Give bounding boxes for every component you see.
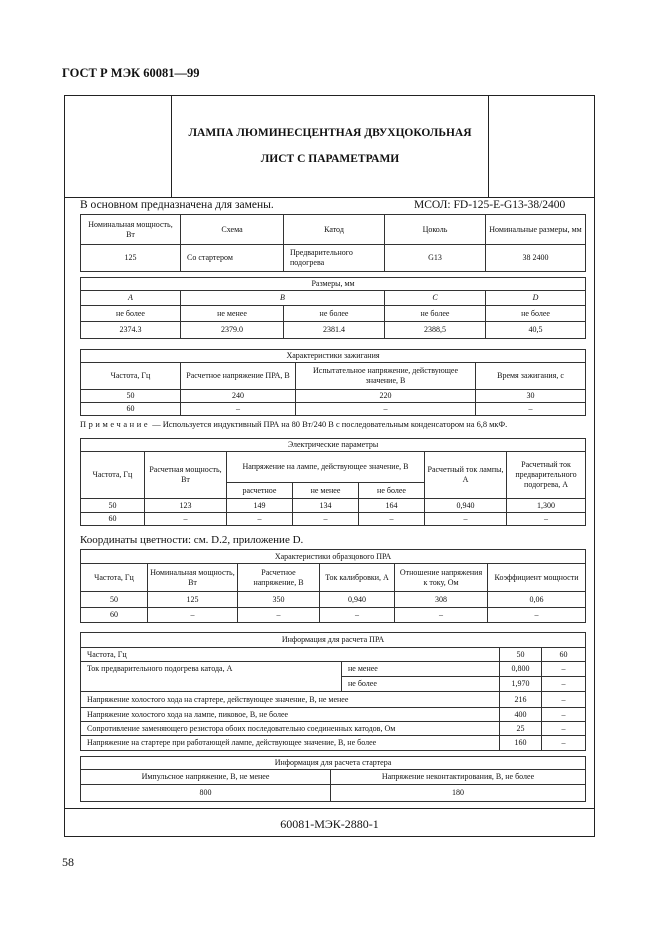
value-cell: – [181,403,296,416]
dim-letter: D [486,291,586,306]
value-cell: 240 [181,390,296,403]
reference-ballast-table [80,549,586,623]
replacement-text: В основном предназначена для замены. [80,199,274,211]
header-cell: Номинальная мощность, Вт [81,215,181,245]
value-cell: – [488,608,586,623]
value-cell: – [395,608,488,623]
value-cell: 50 [81,390,181,403]
table-caption: Характеристики зажигания [81,350,586,363]
value-cell: G13 [385,245,486,272]
dim-value: 2381.4 [284,322,385,339]
header-cell: Частота, Гц [81,452,145,499]
value-cell: – [542,708,586,722]
header-cell: Схема [181,215,284,245]
note-label: Примечание [80,420,151,429]
header-cell: Испытательное напряжение, действующее значение, В [296,363,476,390]
value-cell: 38 2400 [486,245,586,272]
value-cell: 1,300 [507,499,586,513]
value-cell: – [542,692,586,708]
value-cell: 0,06 [488,592,586,608]
header-cell: Напряжение неконтактирования, В, не более [331,770,586,785]
row-label: Напряжение на стартере при работающей лампе, действующее значение, В, не более [81,736,500,751]
dim-value: 2379.0 [181,322,284,339]
dim-letter: B [181,291,385,306]
header-cell: Напряжение на лампе, действующее значение, В [227,452,425,483]
document-header: ГОСТ Р МЭК 60081—99 [62,66,200,80]
value-cell: – [542,736,586,751]
main-parameters-table [80,214,586,272]
dim-letter: C [385,291,486,306]
value-cell: – [542,677,586,692]
header-cell: Расчетная мощность, Вт [145,452,227,499]
ballast-design-info-table [80,632,586,751]
header-cell: не менее [293,483,359,499]
value-cell: – [542,662,586,677]
value-cell: 350 [238,592,320,608]
table-caption: Характеристики образцового ПРА [81,550,586,564]
header-cell: Отношение напряжения к току, Ом [395,564,488,592]
row-label: Сопротивление заменяющего резистора обоих последовательно соединенных катодов, Ом [81,722,500,736]
value-cell: 0,940 [320,592,395,608]
value-cell: – [293,513,359,526]
value-cell: 180 [331,785,586,802]
ignition-table [80,349,586,416]
header-cell: Импульсное напряжение, В, не менее [81,770,331,785]
header-cell: расчетное [227,483,293,499]
header-cell: Частота, Гц [81,363,181,390]
header-cell: Расчетный ток лампы, А [425,452,507,499]
value-cell: 1,970 [500,677,542,692]
header-cell: Номинальные размеры, мм [486,215,586,245]
header-cell: Время зажигания, с [476,363,586,390]
value-cell: 30 [476,390,586,403]
value-cell: 50 [81,499,145,513]
value-cell: – [145,513,227,526]
dim-limit: не более [385,306,486,322]
sheet-number: 60081-МЭК-2880-1 [280,817,379,831]
value-cell: 123 [145,499,227,513]
table-caption: Информация для расчета ПРА [81,633,586,648]
note-text: — Используется индуктивный ПРА на 80 Вт/240 В с последовательным конденсатором на 6,8 мкФ. [152,420,508,429]
value-cell: 60 [81,513,145,526]
table-caption: Информация для расчета стартера [81,757,586,770]
chromaticity-coordinates: Координаты цветности: см. D.2, приложение D. [80,534,304,546]
note [80,420,585,429]
value-cell: – [148,608,238,623]
value-cell: 50 [500,648,542,662]
value-cell: 60 [81,608,148,623]
dim-limit: не более [486,306,586,322]
value-cell: 60 [81,403,181,416]
value-cell: 800 [81,785,331,802]
value-cell: 50 [81,592,148,608]
value-cell: – [296,403,476,416]
dim-limit: не более [284,306,385,322]
dim-value: 2374.3 [81,322,181,339]
header-cell: Частота, Гц [81,564,148,592]
value-cell: – [238,608,320,623]
sheet-subtitle: ЛИСТ С ПАРАМЕТРАМИ [260,153,400,165]
value-cell: 0,940 [425,499,507,513]
value-cell: 308 [395,592,488,608]
page-number: 58 [62,855,74,869]
value-cell: – [507,513,586,526]
value-cell: 60 [542,648,586,662]
row-label: Напряжение холостого хода на стартере, действующее значение, В, не менее [81,692,500,708]
value-cell: 134 [293,499,359,513]
value-cell: 149 [227,499,293,513]
value-cell: – [320,608,395,623]
value-cell: 125 [81,245,181,272]
starter-design-info-table [80,756,586,802]
dim-letter: A [81,291,181,306]
footer-divider [64,808,595,809]
header-cell: не более [359,483,425,499]
value-cell: 25 [500,722,542,736]
sheet-title: ЛАМПА ЛЮМИНЕСЦЕНТНАЯ ДВУХЦОКОЛЬНАЯ [188,127,472,139]
table-caption: Размеры, мм [81,278,586,291]
value-cell: 164 [359,499,425,513]
row-label: Частота, Гц [81,648,500,662]
value-cell: – [425,513,507,526]
title-box-right-divider [488,95,489,198]
value-cell: – [476,403,586,416]
title-box-left-cell [64,95,172,198]
row-label: Ток предварительного подогрева катода, А [81,662,342,692]
header-cell: Номинальная мощность, Вт [148,564,238,592]
header-cell: Расчетное напряжение ПРА, В [181,363,296,390]
value-cell: 125 [148,592,238,608]
value-cell: 220 [296,390,476,403]
header-cell: Расчетное напряжение, В [238,564,320,592]
mcol-designation: МСОЛ: FD-125-E-G13-38/2400 [414,199,566,211]
value-cell: – [542,722,586,736]
value-cell: Со стартером [181,245,284,272]
table-caption: Электрические параметры [81,439,586,452]
value-cell: 400 [500,708,542,722]
dim-limit: не менее [181,306,284,322]
limit-label: не менее [342,662,500,677]
dim-value: 2388,5 [385,322,486,339]
header-cell: Цоколь [385,215,486,245]
value-cell: 216 [500,692,542,708]
value-cell: 160 [500,736,542,751]
dimensions-table [80,277,586,339]
value-cell: – [227,513,293,526]
dim-limit: не более [81,306,181,322]
header-cell: Катод [284,215,385,245]
value-cell: – [359,513,425,526]
electrical-parameters-table [80,438,586,526]
header-cell: Расчетный ток предварительного подогрева, А [507,452,586,499]
dim-value: 40,5 [486,322,586,339]
limit-label: не более [342,677,500,692]
value-cell: 0,800 [500,662,542,677]
header-cell: Коэффициент мощности [488,564,586,592]
header-cell: Ток калибровки, А [320,564,395,592]
row-label: Напряжение холостого хода на лампе, пиковое, В, не более [81,708,500,722]
value-cell: Предварительного подогрева [284,245,385,272]
